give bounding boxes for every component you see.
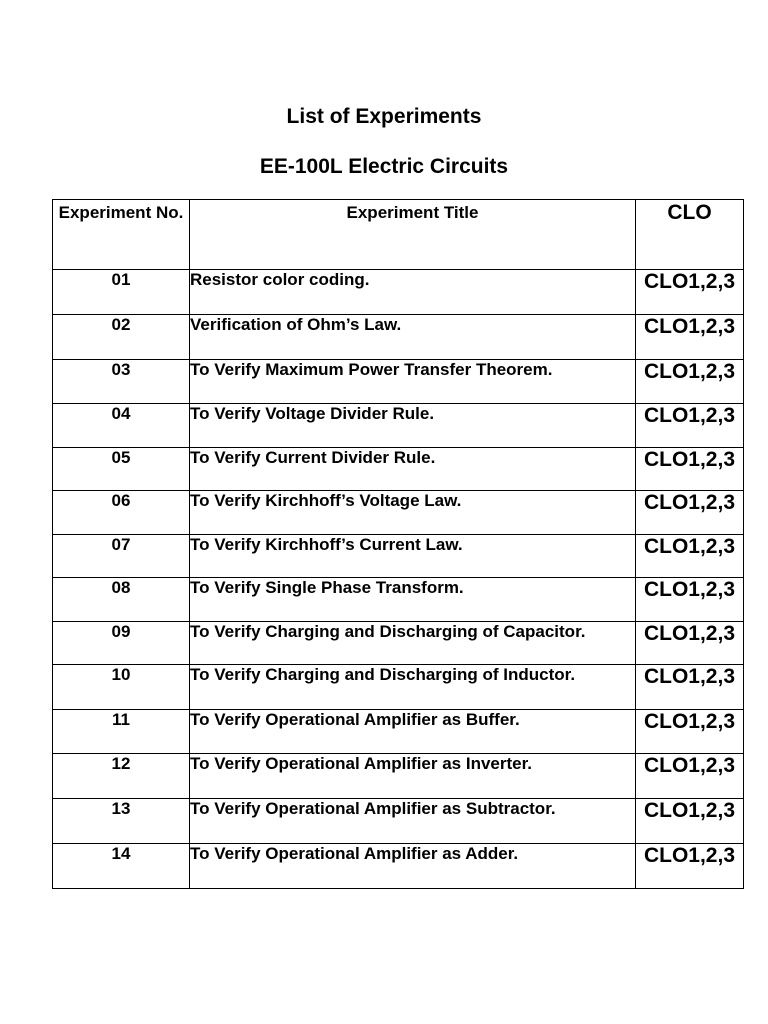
table-row	[53, 270, 744, 315]
table-row	[53, 448, 744, 491]
experiment-number: 09	[53, 622, 190, 665]
experiment-title: To Verify Current Divider Rule.	[190, 448, 636, 491]
page-title: List of Experiments	[286, 105, 482, 128]
experiment-number: 12	[53, 754, 190, 799]
experiment-clo: CLO1,2,3	[636, 270, 744, 315]
experiments-table	[52, 199, 744, 889]
experiment-clo: CLO1,2,3	[636, 754, 744, 799]
table-row	[53, 315, 744, 360]
experiment-title: To Verify Voltage Divider Rule.	[190, 404, 636, 448]
experiment-clo: CLO1,2,3	[636, 315, 744, 360]
header-experiment-title: Experiment Title	[190, 200, 636, 270]
experiment-number: 11	[53, 710, 190, 754]
experiment-title: To Verify Operational Amplifier as Buffer.	[190, 710, 636, 754]
experiment-clo: CLO1,2,3	[636, 448, 744, 491]
experiment-clo: CLO1,2,3	[636, 665, 744, 710]
table-row	[53, 844, 744, 889]
table-row	[53, 665, 744, 710]
experiment-clo: CLO1,2,3	[636, 622, 744, 665]
experiment-title: Resistor color coding.	[190, 270, 636, 315]
experiment-number: 03	[53, 360, 190, 404]
experiment-clo: CLO1,2,3	[636, 491, 744, 535]
experiment-title: To Verify Kirchhoff’s Voltage Law.	[190, 491, 636, 535]
experiment-number: 14	[53, 844, 190, 889]
experiment-clo: CLO1,2,3	[636, 535, 744, 578]
table-row	[53, 491, 744, 535]
experiment-title: To Verify Operational Amplifier as Inverter.	[190, 754, 636, 799]
table-row	[53, 754, 744, 799]
experiment-title: To Verify Operational Amplifier as Subtractor.	[190, 799, 636, 844]
experiment-number: 08	[53, 578, 190, 622]
table-body	[53, 270, 744, 889]
experiment-title: To Verify Charging and Discharging of Capacitor.	[190, 622, 636, 665]
course-subtitle: EE-100L Electric Circuits	[259, 155, 509, 178]
experiment-number: 04	[53, 404, 190, 448]
experiment-title: To Verify Single Phase Transform.	[190, 578, 636, 622]
experiment-title: To Verify Operational Amplifier as Adder.	[190, 844, 636, 889]
experiment-title: To Verify Maximum Power Transfer Theorem.	[190, 360, 636, 404]
header-clo: CLO	[636, 200, 744, 270]
experiment-number: 06	[53, 491, 190, 535]
experiment-clo: CLO1,2,3	[636, 360, 744, 404]
experiment-clo: CLO1,2,3	[636, 844, 744, 889]
experiment-number: 10	[53, 665, 190, 710]
table-row	[53, 404, 744, 448]
experiment-clo: CLO1,2,3	[636, 578, 744, 622]
experiment-title: Verification of Ohm’s Law.	[190, 315, 636, 360]
experiment-number: 01	[53, 270, 190, 315]
experiment-clo: CLO1,2,3	[636, 710, 744, 754]
table-header-row	[53, 200, 744, 270]
experiment-title: To Verify Charging and Discharging of Inductor.	[190, 665, 636, 710]
table-row	[53, 360, 744, 404]
experiment-number: 13	[53, 799, 190, 844]
experiment-number: 05	[53, 448, 190, 491]
experiment-clo: CLO1,2,3	[636, 404, 744, 448]
table-row	[53, 535, 744, 578]
header-experiment-no: Experiment No.	[53, 200, 190, 270]
experiment-number: 07	[53, 535, 190, 578]
experiment-title: To Verify Kirchhoff’s Current Law.	[190, 535, 636, 578]
table-row	[53, 578, 744, 622]
table-row	[53, 710, 744, 754]
experiment-number: 02	[53, 315, 190, 360]
table-row	[53, 622, 744, 665]
table-row	[53, 799, 744, 844]
experiment-clo: CLO1,2,3	[636, 799, 744, 844]
